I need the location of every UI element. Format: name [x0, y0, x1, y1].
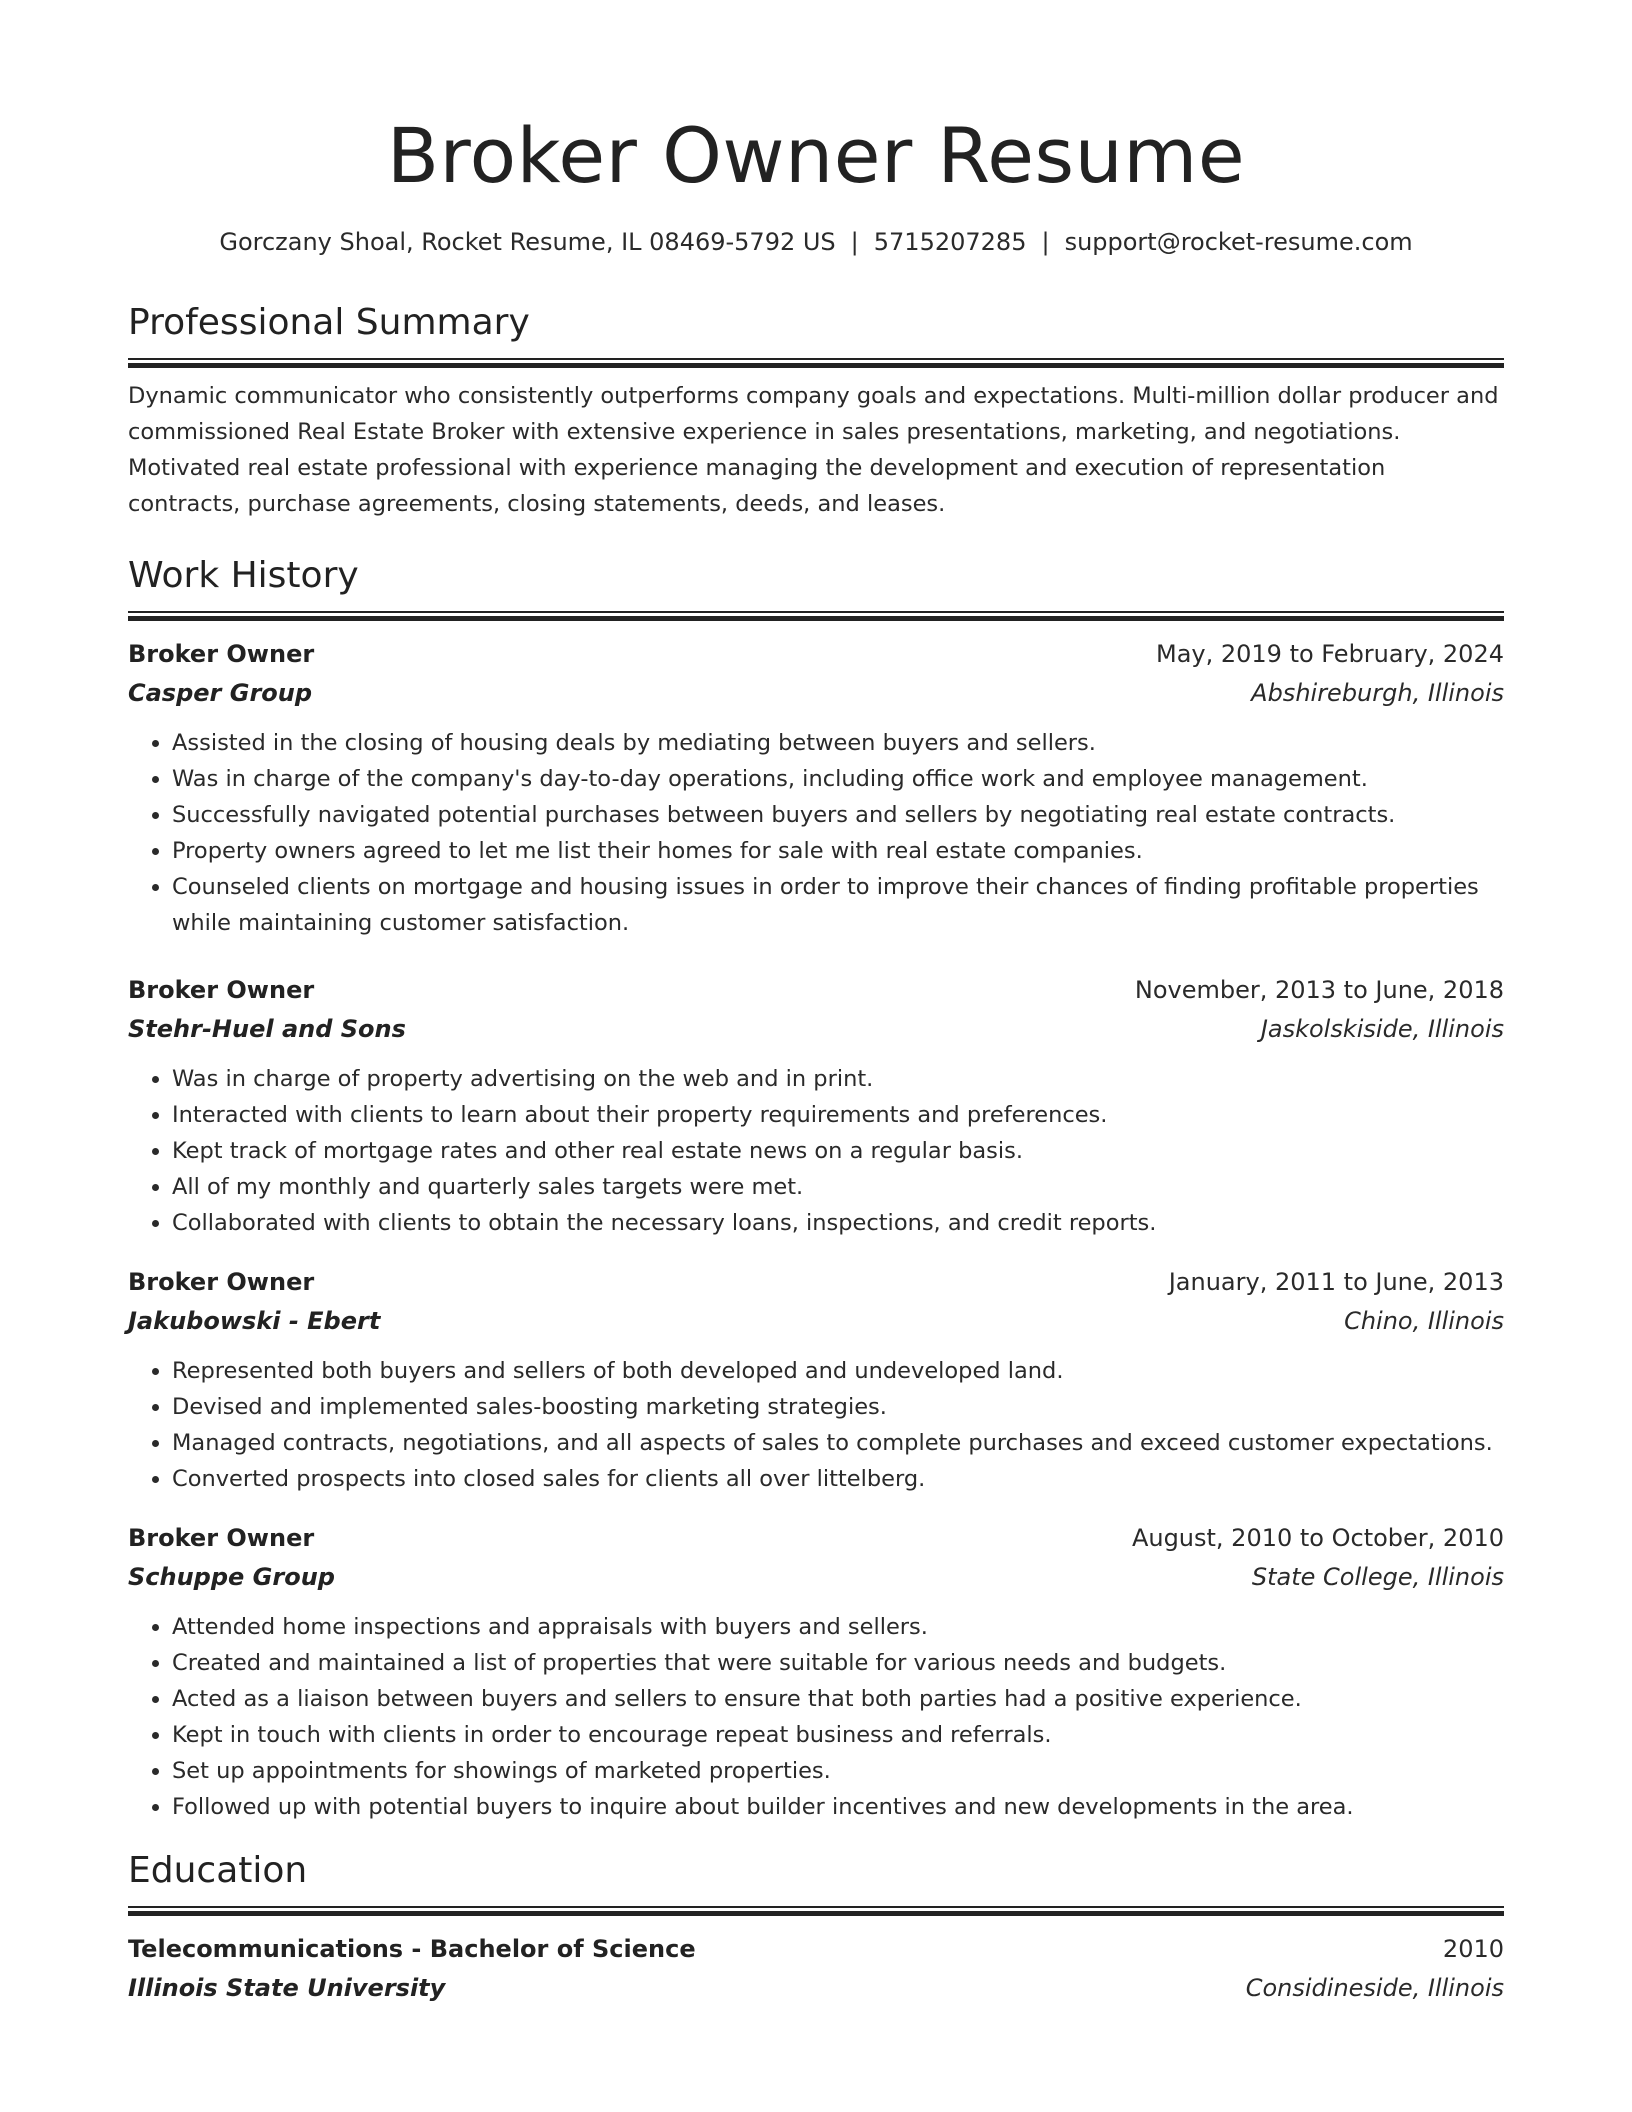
resume-title: Broker Owner Resume: [386, 111, 1246, 200]
contact-phone: 5715207285: [873, 228, 1027, 256]
summary-section: [128, 301, 1504, 522]
job-entry: [128, 1263, 1504, 1497]
job-title: Broker Owner: [128, 640, 315, 669]
list-item: • Created and maintained a list of properties that were suitable for various needs and budgets.: [172, 1645, 1504, 1681]
list-item: • Converted prospects into closed sales for clients all over littelberg.: [172, 1461, 1504, 1497]
list-item: • Counseled clients on mortgage and housing issues in order to improve their chances of finding profitable properties while maintaining customer satisfaction.: [172, 869, 1504, 941]
job-company-row: [128, 674, 1504, 713]
job-title: Broker Owner: [128, 1524, 315, 1553]
job-bullets: [128, 1353, 1504, 1497]
list-item: • Property owners agreed to let me list their homes for sale with real estate companies.: [172, 833, 1504, 869]
resume-page: [128, 0, 1504, 2008]
education-location: Considineside, Illinois: [1245, 1974, 1504, 2003]
job-company-row: [128, 1558, 1504, 1597]
list-item: • Represented both buyers and sellers of both developed and undeveloped land.: [172, 1353, 1504, 1389]
list-item: • Devised and implemented sales-boosting marketing strategies.: [172, 1389, 1504, 1425]
education-year: 2010: [1442, 1935, 1504, 1964]
list-item: • Kept track of mortgage rates and other real estate news on a regular basis.: [172, 1133, 1504, 1169]
list-item: • All of my monthly and quarterly sales targets were met.: [172, 1169, 1504, 1205]
job-company: Schuppe Group: [128, 1563, 335, 1592]
work-history-section: [128, 554, 1504, 1825]
education-school: Illinois State University: [128, 1974, 446, 2003]
contact-separator: |: [1041, 228, 1050, 256]
job-header-row: [128, 1263, 1504, 1302]
job-bullets: [128, 1609, 1504, 1825]
summary-text: Dynamic communicator who consistently outperforms company goals and expectations. Multi-million dollar producer and commissioned Real Estate Broker with extensive experience in sales presentations, marketing, and negotiations. Motivated real estate professional with experience managing the development and execution of representation contracts, purchase agreements, closing statements, deeds, and leases.: [128, 382, 1499, 517]
job-title: Broker Owner: [128, 976, 315, 1005]
list-item: • Followed up with potential buyers to inquire about builder incentives and new developments in the area.: [172, 1789, 1504, 1825]
job-header-row: [128, 1519, 1504, 1558]
job-location: Chino, Illinois: [1344, 1307, 1504, 1336]
job-entry: [128, 971, 1504, 1241]
job-company-row: [128, 1302, 1504, 1341]
job-dates: January, 2011 to June, 2013: [1168, 1268, 1504, 1297]
education-degree: Telecommunications - Bachelor of Science: [128, 1935, 696, 1964]
job-bullets: [128, 1061, 1504, 1241]
contact-separator: |: [850, 228, 859, 256]
job-company: Casper Group: [128, 679, 313, 708]
job-company: Jakubowski - Ebert: [128, 1307, 381, 1336]
education-header-row: [128, 1930, 1504, 1969]
education-entry: [128, 1930, 1504, 2008]
job-header-row: [128, 635, 1504, 674]
job-dates: August, 2010 to October, 2010: [1131, 1524, 1504, 1553]
job-entry: [128, 1519, 1504, 1825]
list-item: • Managed contracts, negotiations, and all aspects of sales to complete purchases and exceed customer expectations.: [172, 1425, 1504, 1461]
list-item: • Assisted in the closing of housing deals by mediating between buyers and sellers.: [172, 725, 1504, 761]
list-item: • Was in charge of the company's day-to-day operations, including office work and employee management.: [172, 761, 1504, 797]
job-location: State College, Illinois: [1251, 1563, 1504, 1592]
list-item: • Attended home inspections and appraisals with buyers and sellers.: [172, 1609, 1504, 1645]
job-bullets: [128, 725, 1504, 941]
section-divider: [128, 358, 1504, 368]
section-heading: Professional Summary: [128, 301, 530, 343]
list-item: • Set up appointments for showings of marketed properties.: [172, 1753, 1504, 1789]
job-company: Stehr-Huel and Sons: [128, 1015, 406, 1044]
contact-email: support@rocket-resume.com: [1064, 228, 1413, 256]
job-header-row: [128, 971, 1504, 1010]
job-location: Jaskolskiside, Illinois: [1260, 1015, 1504, 1044]
job-entry: [128, 635, 1504, 941]
list-item: • Successfully navigated potential purchases between buyers and sellers by negotiating real estate contracts.: [172, 797, 1504, 833]
education-school-row: [128, 1969, 1504, 2008]
section-divider: [128, 611, 1504, 621]
job-title: Broker Owner: [128, 1268, 315, 1297]
section-divider: [128, 1906, 1504, 1916]
job-dates: November, 2013 to June, 2018: [1134, 976, 1504, 1005]
list-item: • Kept in touch with clients in order to encourage repeat business and referrals.: [172, 1717, 1504, 1753]
job-location: Abshireburgh, Illinois: [1251, 679, 1504, 708]
job-dates: May, 2019 to February, 2024: [1156, 640, 1504, 669]
contact-address: Gorczany Shoal, Rocket Resume, IL 08469-5792 US: [219, 228, 836, 256]
list-item: • Was in charge of property advertising on the web and in print.: [172, 1061, 1504, 1097]
section-heading: Education: [128, 1850, 308, 1892]
education-section: [128, 1849, 1504, 2008]
job-company-row: [128, 1010, 1504, 1049]
contact-line: [128, 228, 1504, 257]
section-heading: Work History: [128, 554, 359, 596]
list-item: • Interacted with clients to learn about their property requirements and preferences.: [172, 1097, 1504, 1133]
list-item: • Collaborated with clients to obtain the necessary loans, inspections, and credit reports.: [172, 1205, 1504, 1241]
list-item: • Acted as a liaison between buyers and sellers to ensure that both parties had a positive experience.: [172, 1681, 1504, 1717]
